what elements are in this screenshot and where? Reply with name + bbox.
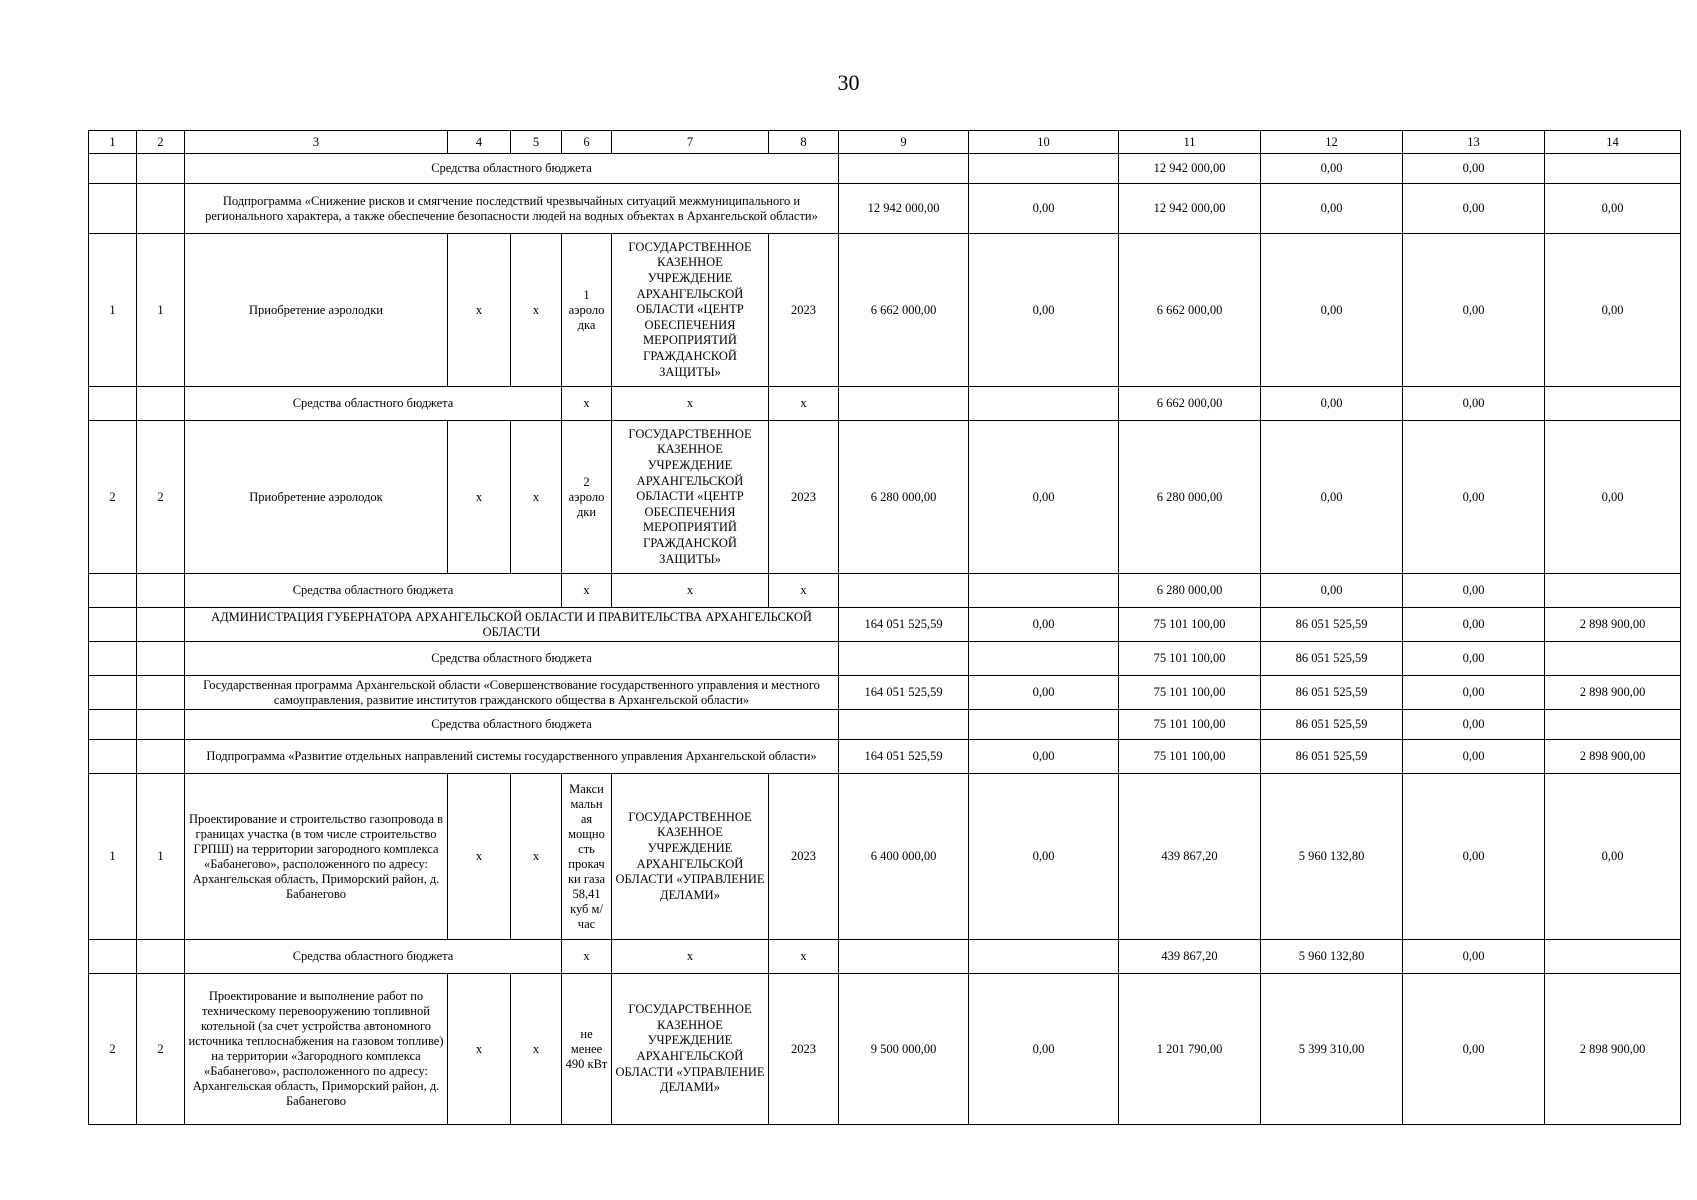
cell-value: х xyxy=(612,940,769,974)
row-title: Приобретение аэролодки xyxy=(185,234,448,387)
cell-value: 6 662 000,00 xyxy=(1119,234,1261,387)
cell-value: 5 960 132,80 xyxy=(1261,940,1403,974)
header-row xyxy=(89,131,1681,154)
cell-value: 2 xyxy=(89,974,137,1125)
cell-value: х xyxy=(511,421,562,574)
cell-value: 1 xyxy=(137,774,185,940)
row-title: АДМИНИСТРАЦИЯ ГУБЕРНАТОРА АРХАНГЕЛЬСКОЙ ОБЛАСТИ И ПРАВИТЕЛЬСТВА АРХАНГЕЛЬСКОЙ ОБЛАСТИ xyxy=(185,608,839,642)
cell-value: х xyxy=(612,574,769,608)
cell-value: 1 201 790,00 xyxy=(1119,974,1261,1125)
budget-table xyxy=(88,130,1681,1125)
table-row xyxy=(89,608,1681,642)
row-title: Средства областного бюджета xyxy=(185,710,839,740)
cell-value: 2 xyxy=(137,421,185,574)
cell-value: 1 xyxy=(89,774,137,940)
table-row xyxy=(89,234,1681,387)
cell-value: 2 898 900,00 xyxy=(1545,676,1681,710)
cell-value: 12 942 000,00 xyxy=(1119,184,1261,234)
organization-cell: ГОСУДАРСТВЕННОЕ КАЗЕННОЕ УЧРЕЖДЕНИЕ АРХАНГЕЛЬСКОЙ ОБЛАСТИ «УПРАВЛЕНИЕ ДЕЛАМИ» xyxy=(612,974,769,1125)
cell-value: 5 960 132,80 xyxy=(1261,774,1403,940)
cell-value: х xyxy=(511,974,562,1125)
cell-value: 0,00 xyxy=(1261,154,1403,184)
cell-value: 75 101 100,00 xyxy=(1119,642,1261,676)
cell-value: 75 101 100,00 xyxy=(1119,676,1261,710)
row-title: Средства областного бюджета xyxy=(185,387,562,421)
header-cell: 13 xyxy=(1403,131,1545,154)
cell-value: 2023 xyxy=(769,774,839,940)
header-cell: 12 xyxy=(1261,131,1403,154)
row-title: Средства областного бюджета xyxy=(185,574,562,608)
table-row xyxy=(89,642,1681,676)
cell-value: 12 942 000,00 xyxy=(839,184,969,234)
cell-value: 164 051 525,59 xyxy=(839,608,969,642)
cell-value: 6 662 000,00 xyxy=(839,234,969,387)
header-cell: 4 xyxy=(448,131,511,154)
cell-value: 86 051 525,59 xyxy=(1261,608,1403,642)
cell-value: 0,00 xyxy=(969,608,1119,642)
cell-value: не менее 490 кВт xyxy=(562,974,612,1125)
cell-value: х xyxy=(769,387,839,421)
row-title: Государственная программа Архангельской области «Совершенствование государственного управления и местного самоуправления, развитие институтов гражданского общества в Архангельской области» xyxy=(185,676,839,710)
table-row xyxy=(89,574,1681,608)
header-cell: 10 xyxy=(969,131,1119,154)
cell-value: 1 xyxy=(137,234,185,387)
cell-value: 0,00 xyxy=(1261,234,1403,387)
row-title: Подпрограмма «Снижение рисков и смягчение последствий чрезвычайных ситуаций межмуниципального и регионального характера, а также обеспечение безопасности людей на водных объектах в Архангельской области» xyxy=(185,184,839,234)
table-row xyxy=(89,184,1681,234)
organization-cell: ГОСУДАРСТВЕННОЕ КАЗЕННОЕ УЧРЕЖДЕНИЕ АРХАНГЕЛЬСКОЙ ОБЛАСТИ «ЦЕНТР ОБЕСПЕЧЕНИЯ МЕРОПРИЯТИЙ ГРАЖДАНСКОЙ ЗАЩИТЫ» xyxy=(612,421,769,574)
cell-value: 0,00 xyxy=(969,184,1119,234)
cell-value: 2 xyxy=(89,421,137,574)
cell-value: 2 xyxy=(137,974,185,1125)
cell-value: 86 051 525,59 xyxy=(1261,642,1403,676)
cell-value: х xyxy=(769,940,839,974)
cell-value: 86 051 525,59 xyxy=(1261,740,1403,774)
cell-value: 2 аэроло дки xyxy=(562,421,612,574)
cell-value: 0,00 xyxy=(1403,184,1545,234)
row-title: Средства областного бюджета xyxy=(185,154,839,184)
cell-value: 6 280 000,00 xyxy=(839,421,969,574)
cell-value: 164 051 525,59 xyxy=(839,740,969,774)
header-cell: 3 xyxy=(185,131,448,154)
cell-value: 0,00 xyxy=(969,974,1119,1125)
table-row xyxy=(89,710,1681,740)
cell-value: 0,00 xyxy=(1545,421,1681,574)
cell-value: 0,00 xyxy=(1261,387,1403,421)
cell-value: х xyxy=(448,774,511,940)
cell-value: 0,00 xyxy=(1403,710,1545,740)
cell-value: 164 051 525,59 xyxy=(839,676,969,710)
cell-value: 0,00 xyxy=(1403,642,1545,676)
cell-value: 0,00 xyxy=(1403,608,1545,642)
cell-value: 0,00 xyxy=(969,740,1119,774)
table-row xyxy=(89,940,1681,974)
organization-cell: ГОСУДАРСТВЕННОЕ КАЗЕННОЕ УЧРЕЖДЕНИЕ АРХАНГЕЛЬСКОЙ ОБЛАСТИ «УПРАВЛЕНИЕ ДЕЛАМИ» xyxy=(612,774,769,940)
cell-value: 0,00 xyxy=(1403,421,1545,574)
cell-value: х xyxy=(769,574,839,608)
cell-value: 2023 xyxy=(769,421,839,574)
cell-value: 86 051 525,59 xyxy=(1261,710,1403,740)
cell-value: 0,00 xyxy=(1261,421,1403,574)
row-title: Средства областного бюджета xyxy=(185,940,562,974)
cell-value: х xyxy=(448,974,511,1125)
cell-value: 0,00 xyxy=(969,421,1119,574)
cell-value: х xyxy=(448,421,511,574)
cell-value: 0,00 xyxy=(969,234,1119,387)
row-title: Приобретение аэролодок xyxy=(185,421,448,574)
cell-value: 0,00 xyxy=(1403,234,1545,387)
cell-value: 0,00 xyxy=(1403,774,1545,940)
cell-value: 0,00 xyxy=(1403,387,1545,421)
cell-value: 2 898 900,00 xyxy=(1545,740,1681,774)
cell-value: 439 867,20 xyxy=(1119,774,1261,940)
row-title: Средства областного бюджета xyxy=(185,642,839,676)
cell-value: 12 942 000,00 xyxy=(1119,154,1261,184)
header-cell: 5 xyxy=(511,131,562,154)
header-cell: 7 xyxy=(612,131,769,154)
cell-value: 0,00 xyxy=(1403,740,1545,774)
header-cell: 14 xyxy=(1545,131,1681,154)
cell-value: 0,00 xyxy=(1545,184,1681,234)
cell-value: 5 399 310,00 xyxy=(1261,974,1403,1125)
row-title: Проектирование и выполнение работ по техническому перевооружению топливной котельной (за счет устройства автономного источника теплоснабжения на газовом топливе) на территории «Загородного комплекса «Бабанегово», расположенного по адресу: Архангельская область, Приморский район, д. Бабанегово xyxy=(185,974,448,1125)
row-title: Подпрограмма «Развитие отдельных направлений системы государственного управления Архангельской области» xyxy=(185,740,839,774)
cell-value: 2023 xyxy=(769,234,839,387)
header-cell: 1 xyxy=(89,131,137,154)
cell-value: 439 867,20 xyxy=(1119,940,1261,974)
cell-value: 1 xyxy=(89,234,137,387)
cell-value: х xyxy=(511,774,562,940)
page-number: 30 xyxy=(837,70,860,95)
cell-value: х xyxy=(562,387,612,421)
cell-value: 2 898 900,00 xyxy=(1545,608,1681,642)
cell-value: 75 101 100,00 xyxy=(1119,740,1261,774)
cell-value: 0,00 xyxy=(1403,940,1545,974)
table-row xyxy=(89,154,1681,184)
cell-value: 1 аэроло дка xyxy=(562,234,612,387)
cell-value: 0,00 xyxy=(1403,574,1545,608)
cell-value: х xyxy=(562,574,612,608)
header-cell: 11 xyxy=(1119,131,1261,154)
cell-value: 6 280 000,00 xyxy=(1119,421,1261,574)
header-cell: 9 xyxy=(839,131,969,154)
cell-value: 6 280 000,00 xyxy=(1119,574,1261,608)
table-row xyxy=(89,974,1681,1125)
table-row xyxy=(89,740,1681,774)
cell-value: х xyxy=(448,234,511,387)
cell-value: 0,00 xyxy=(1403,154,1545,184)
cell-value: 0,00 xyxy=(1403,676,1545,710)
table-row xyxy=(89,387,1681,421)
cell-value: 0,00 xyxy=(1545,774,1681,940)
cell-value: 0,00 xyxy=(1261,574,1403,608)
cell-value: 2023 xyxy=(769,974,839,1125)
cell-value: 0,00 xyxy=(1261,184,1403,234)
table-row xyxy=(89,676,1681,710)
table-row xyxy=(89,421,1681,574)
cell-value: 6 400 000,00 xyxy=(839,774,969,940)
cell-value: Макси мальн ая мощно сть прокач ки газа 58,41 куб м/час xyxy=(562,774,612,940)
cell-value: 9 500 000,00 xyxy=(839,974,969,1125)
cell-value: 75 101 100,00 xyxy=(1119,710,1261,740)
header-cell: 8 xyxy=(769,131,839,154)
cell-value: 0,00 xyxy=(1403,974,1545,1125)
cell-value: х xyxy=(511,234,562,387)
cell-value: х xyxy=(612,387,769,421)
cell-value: 0,00 xyxy=(969,676,1119,710)
organization-cell: ГОСУДАРСТВЕННОЕ КАЗЕННОЕ УЧРЕЖДЕНИЕ АРХАНГЕЛЬСКОЙ ОБЛАСТИ «ЦЕНТР ОБЕСПЕЧЕНИЯ МЕРОПРИЯТИЙ ГРАЖДАНСКОЙ ЗАЩИТЫ» xyxy=(612,234,769,387)
row-title: Проектирование и строительство газопровода в границах участка (в том числе строительство ГРПШ) на территории загородного комплекса «Бабанегово», расположенного по адресу: Архангельская область, Приморский район, д. Бабанегово xyxy=(185,774,448,940)
cell-value: 75 101 100,00 xyxy=(1119,608,1261,642)
header-cell: 6 xyxy=(562,131,612,154)
cell-value: 6 662 000,00 xyxy=(1119,387,1261,421)
header-cell: 2 xyxy=(137,131,185,154)
cell-value: х xyxy=(562,940,612,974)
cell-value: 0,00 xyxy=(1545,234,1681,387)
cell-value: 2 898 900,00 xyxy=(1545,974,1681,1125)
table-row xyxy=(89,774,1681,940)
cell-value: 0,00 xyxy=(969,774,1119,940)
cell-value: 86 051 525,59 xyxy=(1261,676,1403,710)
